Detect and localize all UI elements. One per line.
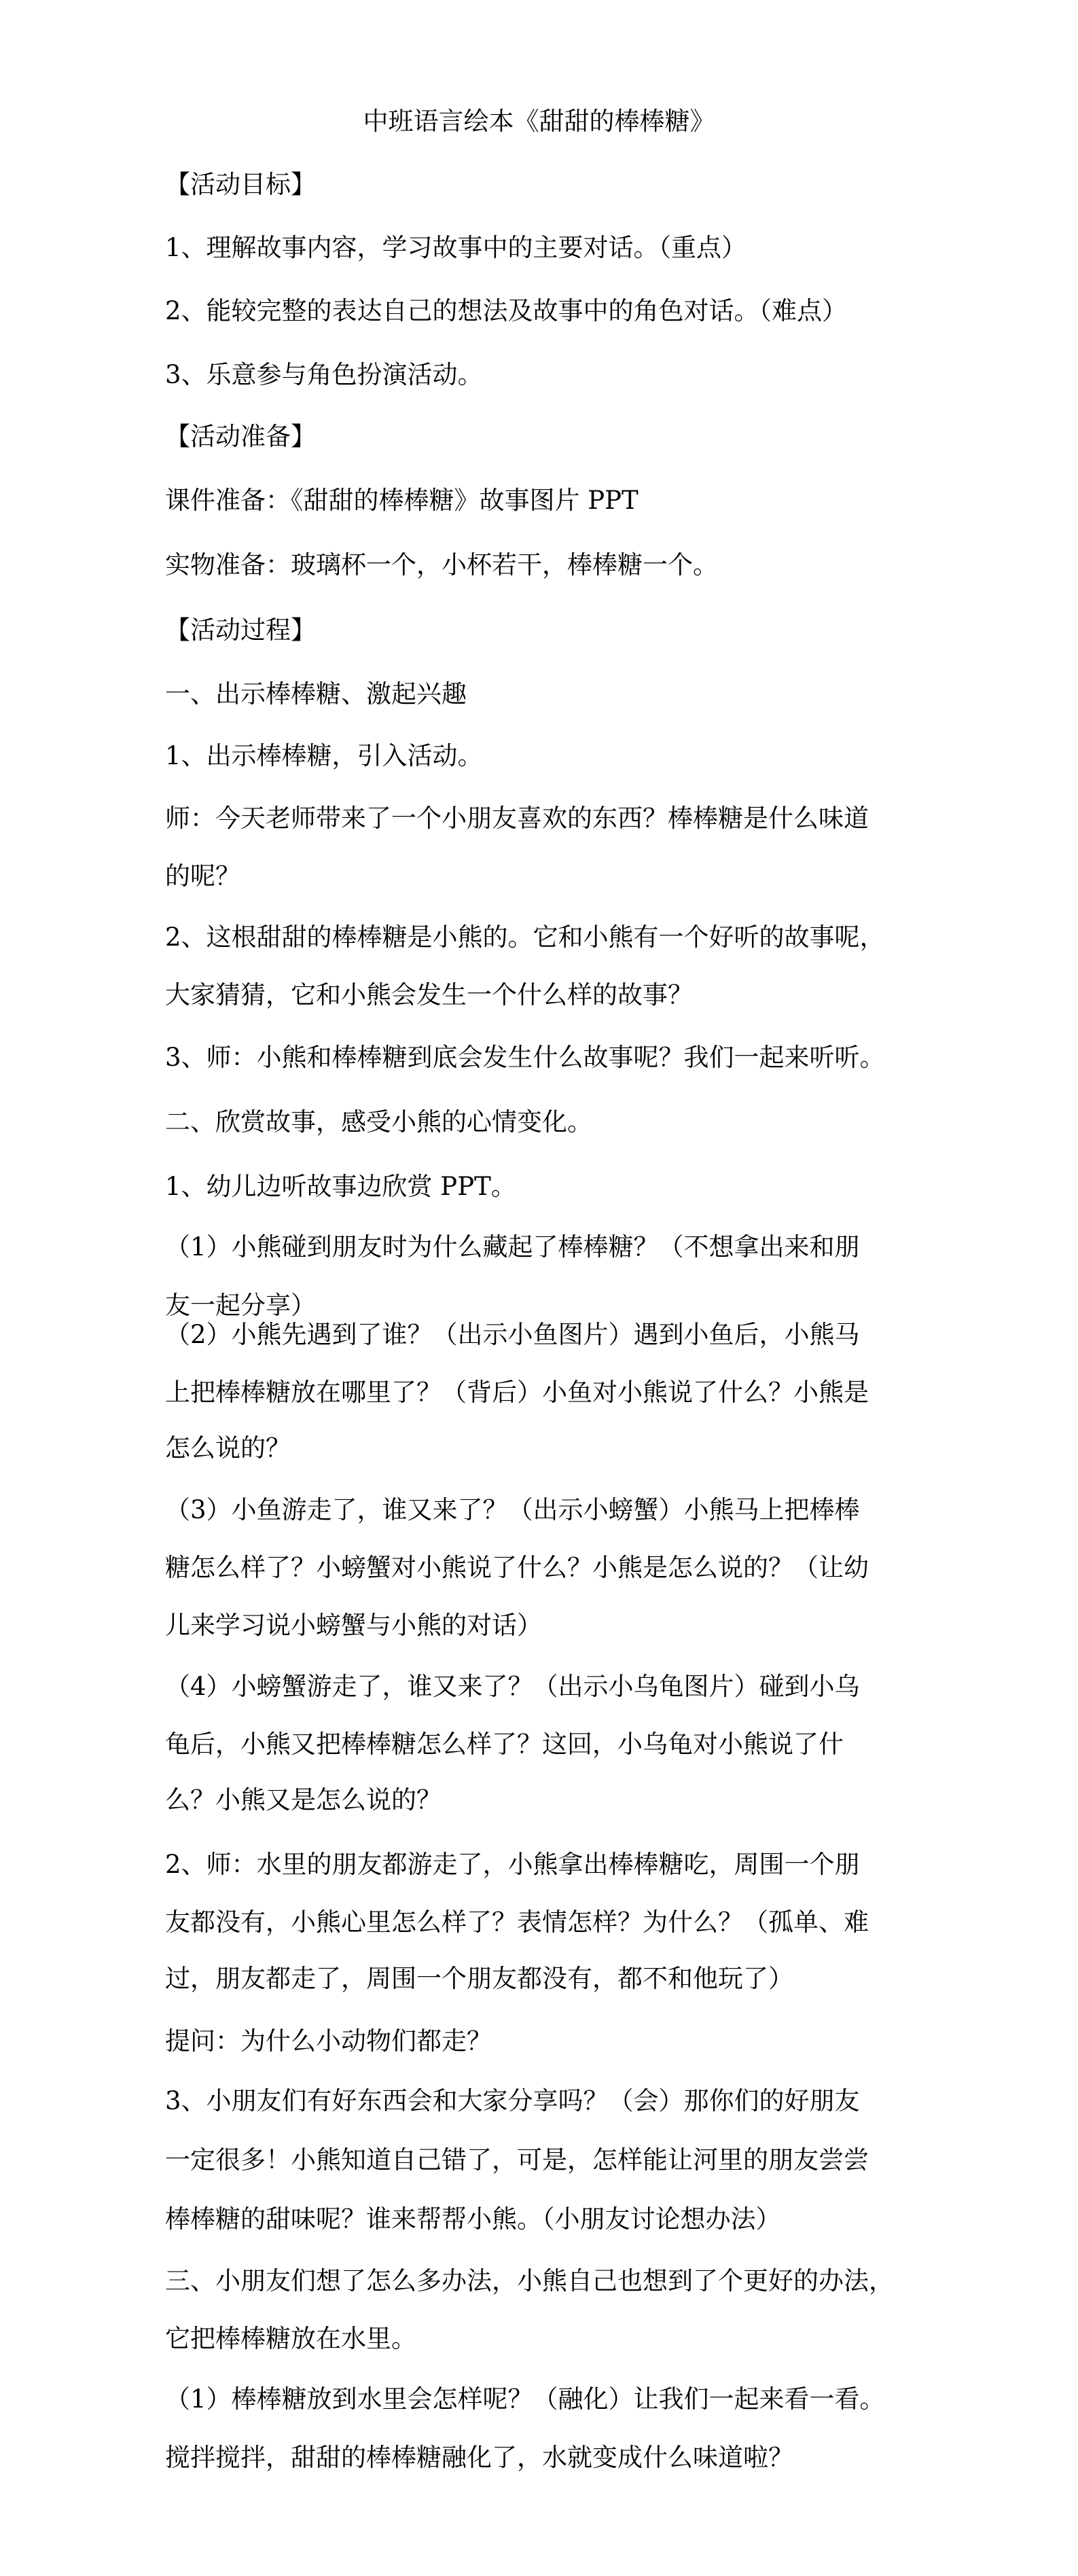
- text-line: 大家猜猜，它和小熊会发生一个什么样的故事？: [165, 980, 693, 1009]
- text-line: 上把棒棒糖放在哪里了？（背后）小鱼对小熊说了什么？小熊是: [165, 1378, 869, 1407]
- text-line: 么？小熊又是怎么说的？: [165, 1785, 442, 1814]
- text-line: 2、这根甜甜的棒棒糖是小熊的。它和小熊有一个好听的故事呢，: [165, 923, 885, 952]
- text-line: 它把棒棒糖放在水里。: [165, 2324, 416, 2353]
- text-line: 2、能较完整的表达自己的想法及故事中的角色对话。（难点）: [165, 296, 848, 325]
- text-line: 师：今天老师带来了一个小朋友喜欢的东西？棒棒糖是什么味道: [165, 804, 869, 833]
- text-line: 糖怎么样了？小螃蟹对小熊说了什么？小熊是怎么说的？（让幼: [165, 1553, 869, 1582]
- text-line: 3、乐意参与角色扮演活动。: [165, 360, 483, 389]
- step-heading: 三、小朋友们想了怎么多办法，小熊自己也想到了个更好的办法，: [165, 2266, 894, 2295]
- text-line: 友一起分享）: [165, 1291, 316, 1320]
- text-line: 儿来学习说小螃蟹与小熊的对话）: [165, 1611, 542, 1640]
- text-line: （1）棒棒糖放到水里会怎样呢？（融化）让我们一起来看一看。: [165, 2384, 885, 2414]
- text-line: 3、师：小熊和棒棒糖到底会发生什么故事呢？我们一起来听听。: [165, 1043, 885, 1072]
- text-line: 的呢？: [165, 861, 240, 891]
- document-title: 中班语言绘本《甜甜的棒棒糖》: [363, 107, 715, 136]
- text-line: 实物准备：玻璃杯一个，小杯若干，棒棒糖一个。: [165, 550, 718, 579]
- text-line: 搅拌搅拌，甜甜的棒棒糖融化了，水就变成什么味道啦？: [165, 2443, 793, 2472]
- text-line: 1、出示棒棒糖，引入活动。: [165, 741, 483, 770]
- text-line: （2）小熊先遇到了谁？（出示小鱼图片）遇到小鱼后，小熊马: [165, 1320, 860, 1349]
- step-heading: 二、欣赏故事，感受小熊的心情变化。: [165, 1107, 592, 1137]
- text-line: 课件准备：《甜甜的棒棒糖》故事图片 PPT: [165, 486, 639, 515]
- text-line: 3、小朋友们有好东西会和大家分享吗？（会）那你们的好朋友: [165, 2086, 860, 2115]
- text-line: 提问：为什么小动物们都走？: [165, 2026, 492, 2056]
- text-line: 龟后，小熊又把棒棒糖怎么样了？这回，小乌龟对小熊说了什: [165, 1730, 844, 1759]
- section-heading: 【活动准备】: [165, 422, 316, 451]
- text-line: 棒棒糖的甜味呢？谁来帮帮小熊。（小朋友讨论想办法）: [165, 2204, 781, 2234]
- text-line: 怎么说的？: [165, 1433, 291, 1463]
- text-line: 友都没有，小熊心里怎么样了？表情怎样？为什么？（孤单、难: [165, 1908, 869, 1937]
- text-line: 2、师：水里的朋友都游走了，小熊拿出棒棒糖吃，周围一个朋: [165, 1850, 860, 1879]
- text-line: 一定很多！小熊知道自己错了，可是，怎样能让河里的朋友尝尝: [165, 2145, 869, 2175]
- text-line: 过，朋友都走了，周围一个朋友都没有，都不和他玩了）: [165, 1964, 793, 1993]
- text-line: （1）小熊碰到朋友时为什么藏起了棒棒糖？（不想拿出来和朋: [165, 1232, 860, 1262]
- text-line: （3）小鱼游走了，谁又来了？（出示小螃蟹）小熊马上把棒棒: [165, 1495, 860, 1524]
- step-heading: 一、出示棒棒糖、激起兴趣: [165, 679, 467, 709]
- text-line: 1、幼儿边听故事边欣赏 PPT。: [165, 1172, 516, 1201]
- section-heading: 【活动过程】: [165, 615, 316, 645]
- text-line: 1、理解故事内容，学习故事中的主要对话。（重点）: [165, 233, 747, 262]
- section-heading: 【活动目标】: [165, 170, 316, 199]
- text-line: （4）小螃蟹游走了，谁又来了？（出示小乌龟图片）碰到小乌: [165, 1672, 860, 1701]
